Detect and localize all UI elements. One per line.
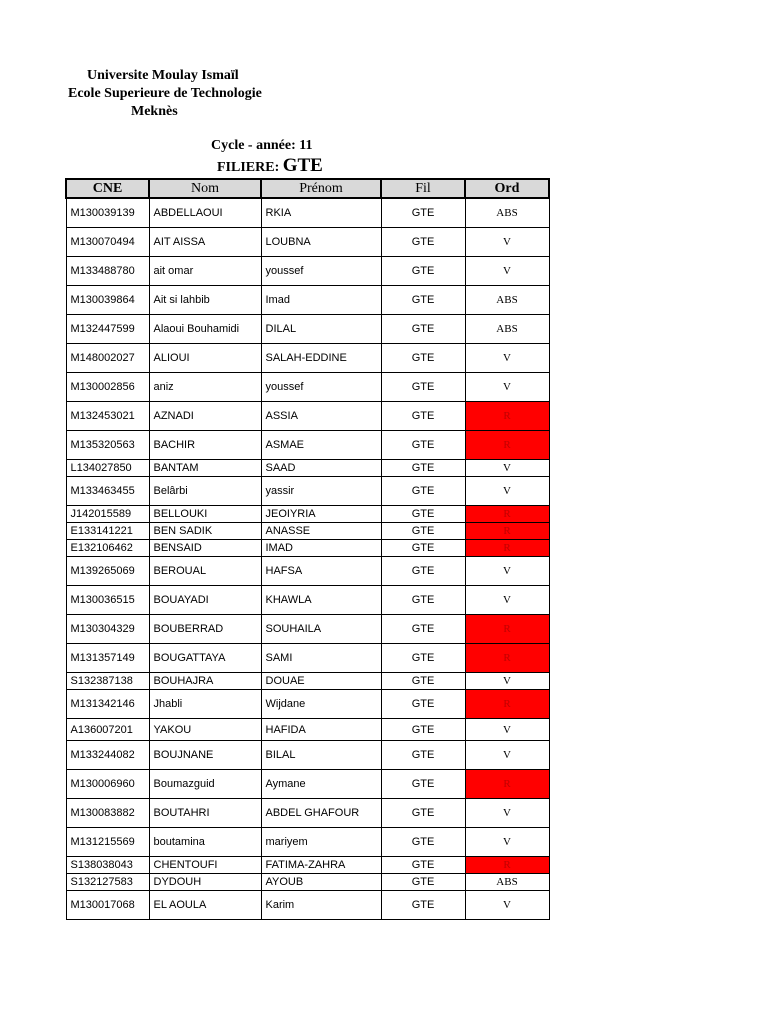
ord-cell: V — [465, 373, 549, 402]
fil-cell: GTE — [381, 741, 465, 770]
prenom-cell: Wijdane — [261, 690, 381, 719]
table-row — [66, 431, 549, 460]
fil-cell: GTE — [381, 828, 465, 857]
table-row — [66, 857, 549, 874]
cne-cell: M130083882 — [66, 799, 149, 828]
ord-cell: V — [465, 891, 549, 920]
fil-cell: GTE — [381, 402, 465, 431]
ord-cell: ABS — [465, 874, 549, 891]
prenom-cell: DILAL — [261, 315, 381, 344]
prenom-cell: Imad — [261, 286, 381, 315]
nom-cell: Boumazguid — [149, 770, 261, 799]
nom-cell: BANTAM — [149, 460, 261, 477]
cne-cell: S132387138 — [66, 673, 149, 690]
cne-cell: M130017068 — [66, 891, 149, 920]
prenom-cell: SALAH-EDDINE — [261, 344, 381, 373]
fil-cell: GTE — [381, 477, 465, 506]
ord-cell: R — [465, 402, 549, 431]
prenom-cell: AYOUB — [261, 874, 381, 891]
fil-cell: GTE — [381, 799, 465, 828]
cne-cell: E133141221 — [66, 523, 149, 540]
cne-cell: M130070494 — [66, 228, 149, 257]
table-row — [66, 523, 549, 540]
fil-cell: GTE — [381, 373, 465, 402]
nom-cell: aniz — [149, 373, 261, 402]
cne-cell: A136007201 — [66, 719, 149, 741]
filiere-value: GTE — [282, 155, 323, 176]
nom-cell: BEN SADIK — [149, 523, 261, 540]
ord-cell: V — [465, 799, 549, 828]
table-row — [66, 690, 549, 719]
cne-cell: M130304329 — [66, 615, 149, 644]
prenom-cell: mariyem — [261, 828, 381, 857]
cne-cell: M148002027 — [66, 344, 149, 373]
prenom-cell: ASMAE — [261, 431, 381, 460]
prenom-cell: Aymane — [261, 770, 381, 799]
prenom-cell: SOUHAILA — [261, 615, 381, 644]
fil-cell: GTE — [381, 874, 465, 891]
prenom-cell: LOUBNA — [261, 228, 381, 257]
table-row — [66, 477, 549, 506]
prenom-cell: BILAL — [261, 741, 381, 770]
cne-cell: S132127583 — [66, 874, 149, 891]
prenom-cell: ABDEL GHAFOUR — [261, 799, 381, 828]
nom-cell: BOUJNANE — [149, 741, 261, 770]
column-header-fil: Fil — [381, 179, 465, 198]
prenom-cell: Karim — [261, 891, 381, 920]
ord-cell: V — [465, 257, 549, 286]
prenom-cell: youssef — [261, 373, 381, 402]
cne-cell: M130002856 — [66, 373, 149, 402]
prenom-cell: IMAD — [261, 540, 381, 557]
ord-cell: R — [465, 857, 549, 874]
ord-cell: V — [465, 673, 549, 690]
table-row — [66, 770, 549, 799]
nom-cell: DYDOUH — [149, 874, 261, 891]
table-row — [66, 828, 549, 857]
ord-cell: V — [465, 344, 549, 373]
cne-cell: M139265069 — [66, 557, 149, 586]
table-row — [66, 228, 549, 257]
filiere-heading — [217, 157, 323, 176]
cne-cell: S138038043 — [66, 857, 149, 874]
school-name: Ecole Superieure de Technologie — [68, 86, 262, 101]
student-roster-table — [65, 178, 550, 920]
fil-cell: GTE — [381, 523, 465, 540]
prenom-cell: ASSIA — [261, 402, 381, 431]
fil-cell: GTE — [381, 857, 465, 874]
nom-cell: BENSAID — [149, 540, 261, 557]
cne-cell: J142015589 — [66, 506, 149, 523]
nom-cell: BACHIR — [149, 431, 261, 460]
prenom-cell: DOUAE — [261, 673, 381, 690]
fil-cell: GTE — [381, 198, 465, 228]
table-row — [66, 741, 549, 770]
ord-cell: R — [465, 615, 549, 644]
prenom-cell: HAFSA — [261, 557, 381, 586]
roster-body — [66, 198, 549, 920]
prenom-cell: yassir — [261, 477, 381, 506]
ord-cell: R — [465, 431, 549, 460]
fil-cell: GTE — [381, 286, 465, 315]
nom-cell: ABDELLAOUI — [149, 198, 261, 228]
table-row — [66, 874, 549, 891]
ord-cell: V — [465, 741, 549, 770]
column-header-cne: CNE — [66, 179, 149, 198]
fil-cell: GTE — [381, 719, 465, 741]
table-row — [66, 373, 549, 402]
cne-cell: L134027850 — [66, 460, 149, 477]
column-header-nom: Nom — [149, 179, 261, 198]
ord-cell: R — [465, 770, 549, 799]
table-row — [66, 557, 549, 586]
ord-cell: ABS — [465, 198, 549, 228]
nom-cell: BOUTAHRI — [149, 799, 261, 828]
prenom-cell: SAMI — [261, 644, 381, 673]
fil-cell: GTE — [381, 673, 465, 690]
ord-cell: R — [465, 506, 549, 523]
cne-cell: M131342146 — [66, 690, 149, 719]
university-name: Universite Moulay Ismaïl — [87, 68, 239, 83]
filiere-label: FILIERE: — [217, 160, 280, 175]
prenom-cell: RKIA — [261, 198, 381, 228]
ord-cell: ABS — [465, 315, 549, 344]
city-name: Meknès — [131, 104, 178, 119]
nom-cell: BOUAYADI — [149, 586, 261, 615]
prenom-cell: youssef — [261, 257, 381, 286]
ord-cell: ABS — [465, 286, 549, 315]
nom-cell: BOUBERRAD — [149, 615, 261, 644]
ord-cell: V — [465, 557, 549, 586]
ord-cell: R — [465, 540, 549, 557]
fil-cell: GTE — [381, 770, 465, 799]
nom-cell: Ait si lahbib — [149, 286, 261, 315]
table-row — [66, 799, 549, 828]
ord-cell: V — [465, 828, 549, 857]
nom-cell: BOUGATTAYA — [149, 644, 261, 673]
ord-cell: R — [465, 644, 549, 673]
cne-cell: M135320563 — [66, 431, 149, 460]
nom-cell: ALIOUI — [149, 344, 261, 373]
nom-cell: BELLOUKI — [149, 506, 261, 523]
nom-cell: boutamina — [149, 828, 261, 857]
nom-cell: YAKOU — [149, 719, 261, 741]
column-header-ord: Ord — [465, 179, 549, 198]
fil-cell: GTE — [381, 315, 465, 344]
fil-cell: GTE — [381, 615, 465, 644]
ord-cell: R — [465, 523, 549, 540]
nom-cell: AZNADI — [149, 402, 261, 431]
table-row — [66, 644, 549, 673]
nom-cell: EL AOULA — [149, 891, 261, 920]
fil-cell: GTE — [381, 460, 465, 477]
nom-cell: AIT AISSA — [149, 228, 261, 257]
cne-cell: M130006960 — [66, 770, 149, 799]
ord-cell: V — [465, 228, 549, 257]
fil-cell: GTE — [381, 257, 465, 286]
fil-cell: GTE — [381, 557, 465, 586]
prenom-cell: ANASSE — [261, 523, 381, 540]
fil-cell: GTE — [381, 586, 465, 615]
fil-cell: GTE — [381, 540, 465, 557]
table-row — [66, 615, 549, 644]
table-row — [66, 344, 549, 373]
cycle-year: Cycle - année: 11 — [211, 138, 313, 153]
fil-cell: GTE — [381, 690, 465, 719]
ord-cell: V — [465, 586, 549, 615]
table-row — [66, 198, 549, 228]
nom-cell: BEROUAL — [149, 557, 261, 586]
prenom-cell: HAFIDA — [261, 719, 381, 741]
table-row — [66, 286, 549, 315]
fil-cell: GTE — [381, 344, 465, 373]
ord-cell: V — [465, 719, 549, 741]
ord-cell: R — [465, 690, 549, 719]
table-row — [66, 460, 549, 477]
fil-cell: GTE — [381, 644, 465, 673]
table-row — [66, 257, 549, 286]
nom-cell: Jhabli — [149, 690, 261, 719]
table-row — [66, 891, 549, 920]
table-row — [66, 315, 549, 344]
cne-cell: M130039139 — [66, 198, 149, 228]
table-row — [66, 540, 549, 557]
table-header-row — [66, 179, 549, 198]
nom-cell: ait omar — [149, 257, 261, 286]
table-row — [66, 673, 549, 690]
cne-cell: M132453021 — [66, 402, 149, 431]
cne-cell: M131357149 — [66, 644, 149, 673]
ord-cell: V — [465, 477, 549, 506]
table-row — [66, 719, 549, 741]
table-row — [66, 402, 549, 431]
cne-cell: M133244082 — [66, 741, 149, 770]
cne-cell: M130039864 — [66, 286, 149, 315]
prenom-cell: JEOIYRIA — [261, 506, 381, 523]
cne-cell: M132447599 — [66, 315, 149, 344]
table-row — [66, 586, 549, 615]
table-row — [66, 506, 549, 523]
column-header-prenom: Prénom — [261, 179, 381, 198]
nom-cell: BOUHAJRA — [149, 673, 261, 690]
prenom-cell: SAAD — [261, 460, 381, 477]
cne-cell: M130036515 — [66, 586, 149, 615]
fil-cell: GTE — [381, 431, 465, 460]
nom-cell: Alaoui Bouhamidi — [149, 315, 261, 344]
cne-cell: M133463455 — [66, 477, 149, 506]
prenom-cell: KHAWLA — [261, 586, 381, 615]
fil-cell: GTE — [381, 891, 465, 920]
nom-cell: Belârbi — [149, 477, 261, 506]
nom-cell: CHENTOUFI — [149, 857, 261, 874]
cne-cell: E132106462 — [66, 540, 149, 557]
fil-cell: GTE — [381, 506, 465, 523]
ord-cell: V — [465, 460, 549, 477]
cne-cell: M131215569 — [66, 828, 149, 857]
fil-cell: GTE — [381, 228, 465, 257]
cne-cell: M133488780 — [66, 257, 149, 286]
prenom-cell: FATIMA-ZAHRA — [261, 857, 381, 874]
